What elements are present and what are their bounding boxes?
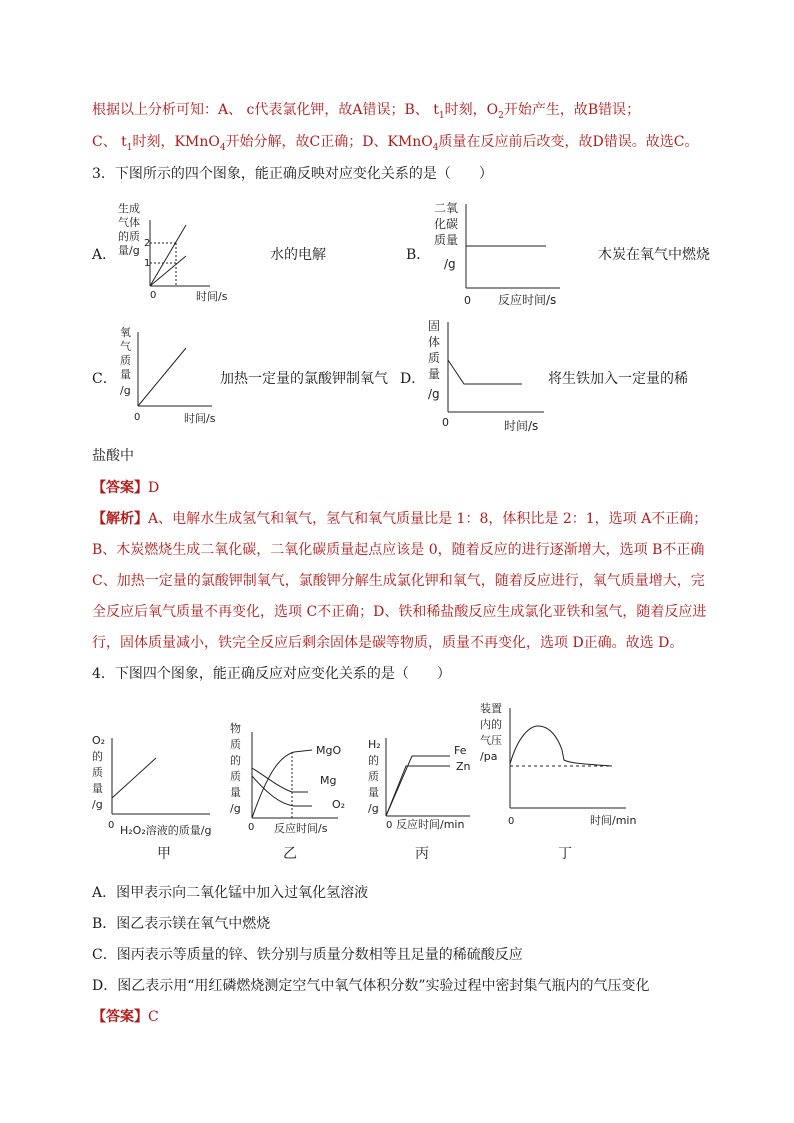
yi-ylabel-6: /g [230, 802, 241, 815]
ding-ylabel-2: 内的 [480, 718, 502, 731]
ding-xlabel: 时间/min [590, 814, 637, 827]
q3d-ylabel-2: 体 [428, 335, 441, 349]
q4-option-a: A．图甲表示向二氧化锰中加入过氧化氢溶液 [92, 885, 369, 901]
yi-origin: 0 [248, 822, 255, 833]
q3a-tick-2: 2 [144, 238, 151, 249]
q3d-line [448, 360, 522, 384]
q3c-ylabel-4: 量 [120, 368, 131, 381]
bing-ylabel-3: 质 [368, 770, 379, 783]
q3-answer: 【答案】D [92, 480, 160, 496]
bing-series-zn: Zn [456, 760, 471, 773]
q3-analysis-line-5: 行，固体质量减小，铁完全反应后剩余固体是碳等物质，质量不再变化，选项 D正确。故选 D。 [92, 635, 684, 651]
q3-option-d-letter: D． [400, 371, 426, 387]
yi-xlabel: 反应时间/s [274, 822, 328, 835]
yi-curve-mgo [252, 750, 312, 818]
q4-option-b: B．图乙表示镁在氧气中燃烧 [92, 916, 271, 932]
bing-origin: 0 [386, 820, 393, 831]
yi-ylabel-3: 的 [230, 754, 241, 767]
yi-curve-mg [252, 768, 308, 792]
q4-option-c: C．图丙表示等质量的锌、铁分别与质量分数相等且足量的稀硫酸反应 [92, 947, 523, 963]
ding-ylabel-3: 气压 [480, 734, 502, 747]
jia-line [112, 758, 156, 798]
q3-option-d-desc: 将生铁加入一定量的稀 [548, 371, 688, 387]
q3a-xlabel: 时间/s [196, 290, 228, 303]
q3b-ylabel-1: 二氧 [434, 201, 459, 215]
q3d-xlabel: 时间/s [504, 419, 539, 433]
q3-option-c-letter: C． [92, 371, 117, 387]
yi-ylabel-5: 量 [230, 786, 241, 799]
q3d-ylabel-3: 质 [428, 351, 441, 365]
q3-desc-continued: 盐酸中 [92, 448, 134, 464]
q3d-origin: 0 [442, 416, 449, 429]
yi-ylabel-4: 质 [230, 770, 241, 783]
q3c-ylabel-5: /g [120, 384, 131, 397]
q3b-xlabel: 反应时间/s [498, 293, 557, 307]
bing-ylabel-2: 的 [368, 754, 379, 767]
bing-line-fe [386, 756, 450, 816]
q3-option-a-desc: 水的电解 [270, 247, 326, 263]
yi-ylabel-2: 质 [230, 738, 241, 751]
q4-option-d: D．图乙表示用“用红磷燃烧测定空气中氧气体积分数”实验过程中密封集气瓶内的气压变化 [92, 978, 650, 994]
bing-xlabel: 反应时间/min [396, 818, 465, 831]
bing-ylabel-4: 量 [368, 786, 379, 799]
jia-ylabel-2: 的 [92, 750, 103, 763]
jia-ylabel-3: 质 [92, 766, 103, 779]
q3-analysis-line-4: 全反应后氧气质量不再变化，选项 C不正确；D、铁和稀盐酸反应生成氯化亚铁和氢气，随着反应进 [92, 604, 707, 620]
jia-ylabel-4: 量 [92, 782, 103, 795]
q3c-ylabel-1: 氧 [120, 326, 131, 339]
jia-ylabel-5: /g [92, 798, 103, 811]
q3-graph-d [424, 316, 554, 442]
q3-graph-c [112, 324, 232, 433]
q4-graph-yi [228, 712, 358, 841]
ding-curve [510, 726, 612, 766]
jia-ylabel-1: O₂ [92, 734, 106, 747]
q4-caption-ding: 丁 [558, 846, 572, 862]
q4-caption-yi: 乙 [283, 846, 297, 862]
q3c-ylabel-3: 质 [120, 354, 131, 367]
q3b-ylabel-3: 质量 [434, 233, 459, 247]
q3d-ylabel-5: /g [428, 387, 440, 401]
q4-stem: 4．下图四个图象，能正确反应对应变化关系的是（ ） [92, 666, 451, 682]
q3a-ylabel-3: 的质 [118, 230, 140, 243]
q3d-ylabel-1: 固 [428, 319, 441, 333]
ding-ylabel-1: 装置 [480, 702, 502, 715]
q3b-ylabel-4: /g [444, 257, 456, 271]
bing-series-fe: Fe [454, 744, 467, 757]
q4-answer: 【答案】C [92, 1009, 159, 1025]
q4-caption-bing: 丙 [415, 846, 429, 862]
q3-option-b-desc: 木炭在氧气中燃烧 [598, 247, 710, 263]
jia-origin: 0 [108, 820, 115, 831]
q3-option-c-desc: 加热一定量的氯酸钾制氧气 [220, 371, 388, 387]
q3-option-a-letter: A． [92, 247, 117, 263]
q4-graph-jia [92, 720, 232, 849]
bing-line-zn [386, 766, 450, 816]
q3a-line-lower [150, 256, 186, 286]
q3a-ylabel-1: 生成 [118, 202, 140, 215]
q3c-ylabel-2: 气 [120, 340, 131, 353]
jia-xlabel: H₂O₂溶液的质量/g [120, 824, 212, 837]
q3-analysis-line-3: C、加热一定量的氯酸钾制氧气，氯酸钾分解生成氯化钾和氧气，随着反应进行，氧气质量增大，完 [92, 573, 705, 589]
q3-graph-a [110, 200, 250, 314]
yi-series-o2: O₂ [332, 798, 346, 811]
ding-ylabel-4: /pa [480, 750, 498, 763]
q3-graph-b [430, 198, 580, 314]
q3-option-b-letter: B． [406, 247, 431, 263]
q3a-origin: 0 [150, 290, 157, 301]
q3d-ylabel-4: 量 [428, 367, 441, 381]
q3a-ylabel-2: 气体 [118, 216, 140, 229]
q3a-tick-1: 1 [144, 258, 151, 269]
bing-ylabel-1: H₂ [368, 738, 381, 751]
yi-series-mg: Mg [320, 774, 337, 787]
bing-ylabel-5: /g [368, 802, 379, 815]
yi-curve-o2 [252, 776, 312, 806]
q3-stem: 3．下图所示的四个图象，能正确反映对应变化关系的是（ ） [92, 166, 493, 182]
q3-analysis-line-1: 【解析】A、电解水生成氢气和氧气，氢气和氧气质量比是 1：8，体积比是 2：1，选项 A不正确； [92, 511, 708, 527]
yi-ylabel-1: 物 [230, 722, 241, 735]
q4-caption-jia: 甲 [157, 846, 171, 862]
q3b-ylabel-2: 化碳 [434, 217, 459, 231]
q3a-ylabel-4: 量/g [118, 244, 140, 257]
q3c-origin: 0 [134, 412, 141, 423]
yi-series-mgo: MgO [316, 744, 342, 757]
q4-graph-bing [366, 724, 486, 840]
prev-analysis-line-2: C、 $t_1$时刻，KMnO$_4$开始分解，故C正确；D、KMnO$_4$质量在反应前后改变，故D错误。故选C。 [92, 134, 699, 153]
q3c-line [138, 348, 186, 406]
q4-graph-ding [478, 698, 648, 834]
q3c-xlabel: 时间/s [184, 412, 216, 425]
q3b-origin: 0 [464, 294, 471, 307]
q3-analysis-line-2: B、木炭燃烧生成二氧化碳，二氧化碳质量起点应该是 0，随着反应的进行逐渐增大，选项 B不正确 [92, 542, 705, 558]
prev-analysis-line-1: 根据以上分析可知：A、 c代表氯化钾，故A错误；B、 $t_1$时刻，$O_2$开始产生，故B错误； [92, 102, 641, 121]
q3a-line-upper [150, 225, 186, 286]
ding-origin: 0 [508, 816, 515, 827]
